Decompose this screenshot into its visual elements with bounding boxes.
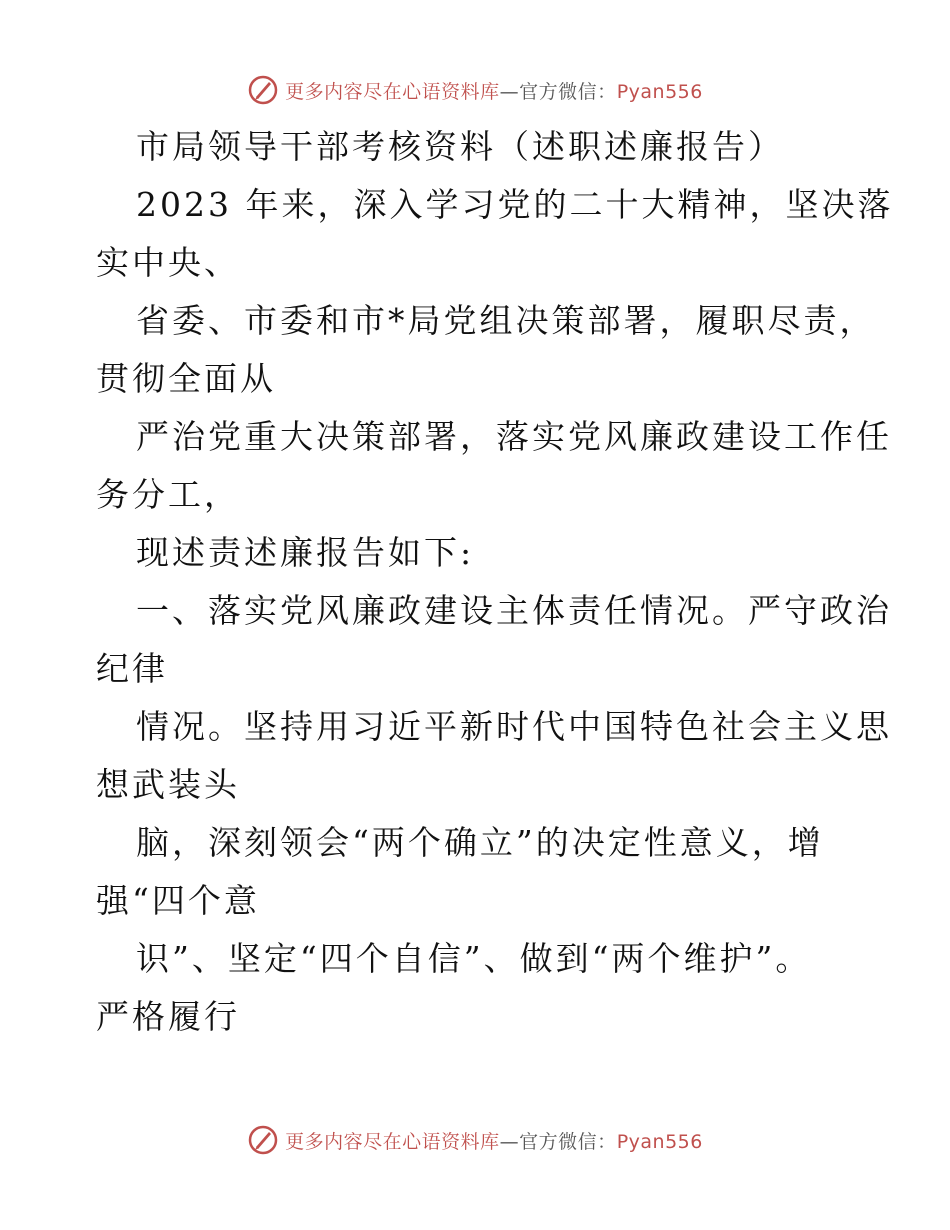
paragraph-line: 务分工， xyxy=(96,475,240,514)
watermark-wechat-id: Pyan556 xyxy=(616,1130,703,1153)
watermark-wechat-label: 官方微信： xyxy=(519,1130,617,1153)
watermark-site-text: 更多内容尽在心语资料库 xyxy=(285,1130,500,1153)
paragraph-line: 实中央、 xyxy=(96,243,240,282)
section-heading-line: 一、落实党风廉政建设主体责任情况。严守政治 xyxy=(136,591,892,630)
paragraph-line: 省委、市委和市*局党组决策部署，履职尽责， xyxy=(136,301,876,340)
paragraph-line: 严格履行 xyxy=(96,997,240,1036)
paragraph-line: 强“四个意 xyxy=(96,881,260,920)
watermark-text xyxy=(285,77,703,104)
footer-watermark-banner xyxy=(0,1120,950,1160)
quill-pen-icon xyxy=(247,74,279,106)
watermark-dash: — xyxy=(499,1130,520,1153)
paragraph-line: 脑，深刻领会“两个确立”的决定性意义，增 xyxy=(136,823,824,862)
paragraph-line: 2023 年来，深入学习党的二十大精神，坚决落 xyxy=(136,185,894,224)
paragraph-line: 纪律 xyxy=(96,649,168,688)
document-title: 市局领导干部考核资料（述职述廉报告） xyxy=(136,127,784,166)
paragraph-line: 现述责述廉报告如下: xyxy=(136,533,475,572)
watermark-text xyxy=(285,1127,703,1154)
quill-pen-icon xyxy=(247,1124,279,1156)
watermark-wechat-label: 官方微信： xyxy=(519,80,617,103)
paragraph-line: 想武装头 xyxy=(96,765,240,804)
paragraph-line: 严治党重大决策部署，落实党风廉政建设工作任 xyxy=(136,417,892,456)
watermark-dash: — xyxy=(499,80,520,103)
paragraph-line: 贯彻全面从 xyxy=(96,359,276,398)
paragraph-line: 识”、坚定“四个自信”、做到“两个维护”。 xyxy=(136,939,812,978)
document-body xyxy=(96,118,894,1046)
header-watermark-banner xyxy=(0,70,950,110)
paragraph-line: 情况。坚持用习近平新时代中国特色社会主义思 xyxy=(136,707,892,746)
watermark-wechat-id: Pyan556 xyxy=(616,80,703,103)
watermark-site-text: 更多内容尽在心语资料库 xyxy=(285,80,500,103)
